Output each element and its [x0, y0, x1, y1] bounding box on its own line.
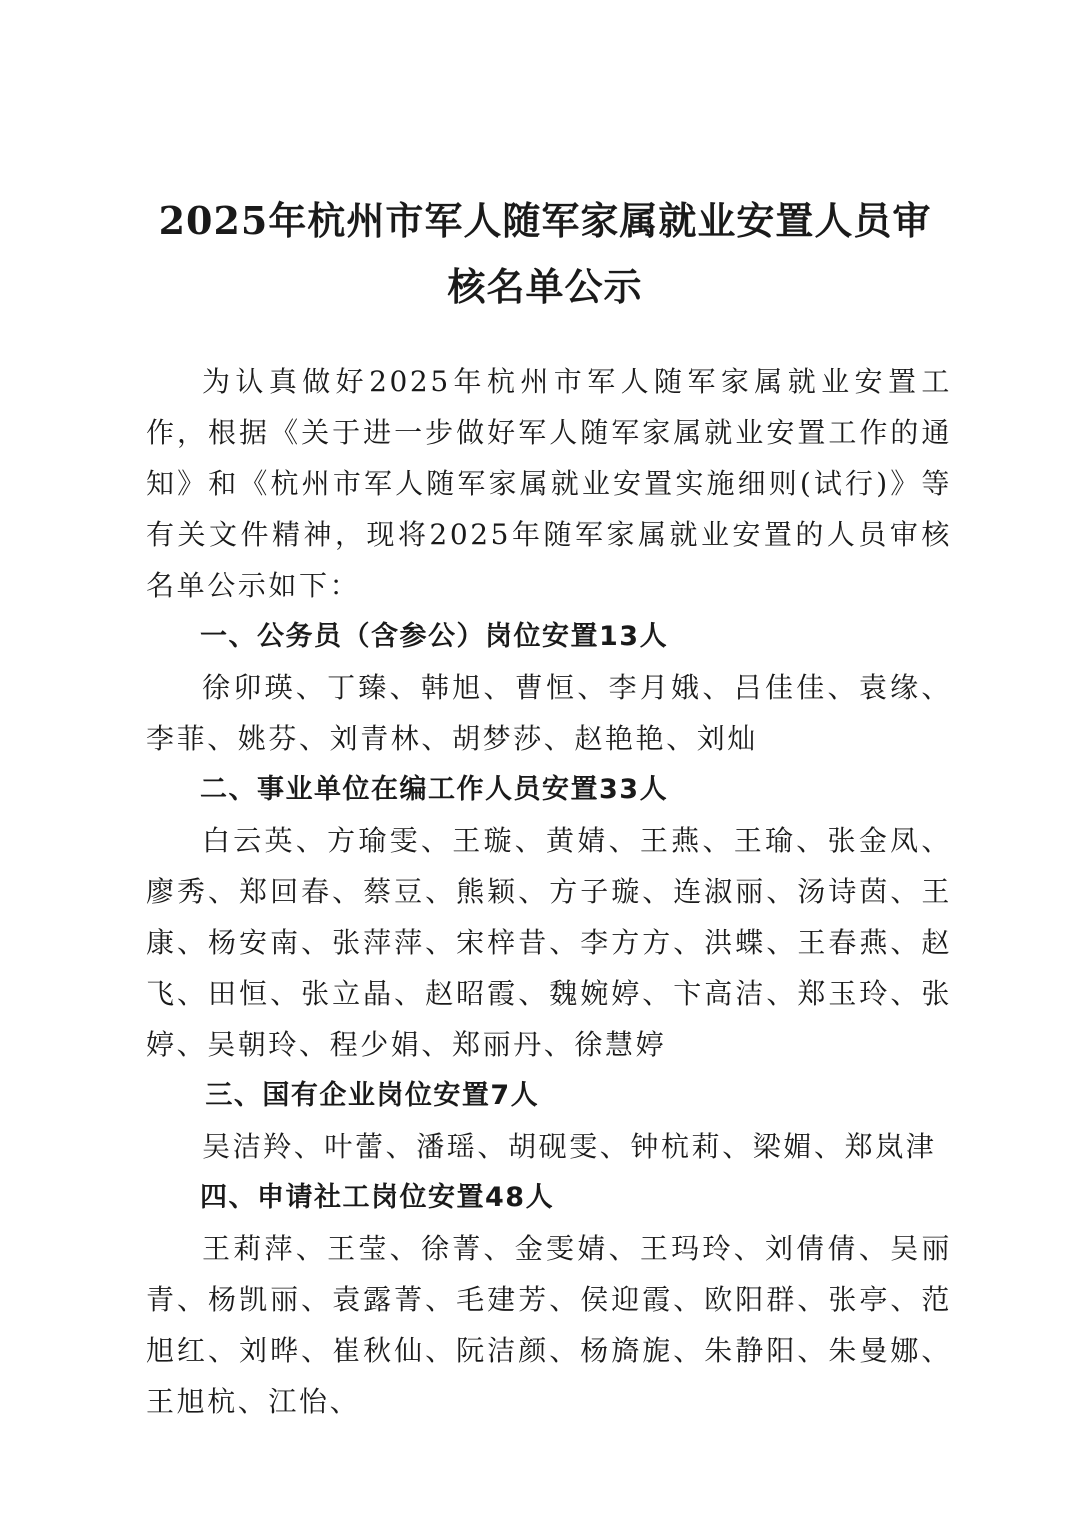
- document-body: [146, 356, 952, 1427]
- section-heading-civil-servant: 一、公务员（含参公）岗位安置13人: [200, 621, 669, 652]
- title-line-2: 核名单公示: [447, 264, 643, 309]
- name-list-public-institution: 白云英、方瑜雯、王璇、黄婧、王燕、王瑜、张金凤、廖秀、郑回春、蔡豆、熊颖、方子璇、连淑丽、汤诗茵、王康、杨安南、张萍萍、宋梓昔、李方方、洪蝶、王春燕、赵飞、田恒、张立晶、赵昭霞、魏婉婷、卞高洁、郑玉玲、张婷、吴朝玲、程少娟、郑丽丹、徐慧婷: [146, 824, 952, 1061]
- section-heading-social-worker: 四、申请社工岗位安置48人: [200, 1182, 555, 1213]
- name-list-social-worker: 王莉萍、王莹、徐菁、金雯婧、王玛玲、刘倩倩、吴丽青、杨凯丽、袁露菁、毛建芳、侯迎霞、欧阳群、张亭、范旭红、刘晔、崔秋仙、阮洁颜、杨旖旎、朱静阳、朱曼娜、王旭杭、江怡、: [146, 1232, 952, 1418]
- title-line-1: 2025年杭州市军人随军家属就业安置人员审: [158, 198, 932, 243]
- name-list-civil-servant: 徐卯瑛、丁臻、韩旭、曹恒、李月娥、吕佳佳、袁缘、李菲、姚芬、刘青林、胡梦莎、赵艳艳、刘灿: [146, 671, 952, 755]
- intro-paragraph: 为认真做好2025年杭州市军人随军家属就业安置工作，根据《关于进一步做好军人随军家属就业安置工作的通知》和《杭州市军人随军家属就业安置实施细则(试行)》等有关文件精神，现将2025年随军家属就业安置的人员审核名单公示如下：: [146, 365, 952, 602]
- name-list-state-enterprise: 吴洁羚、叶蕾、潘瑶、胡砚雯、钟杭莉、梁媚、郑岚津: [202, 1130, 937, 1163]
- document-title: [120, 188, 970, 320]
- section-heading-state-enterprise: 三、国有企业岗位安置7人: [205, 1080, 540, 1111]
- section-heading-public-institution: 二、事业单位在编工作人员安置33人: [200, 774, 669, 805]
